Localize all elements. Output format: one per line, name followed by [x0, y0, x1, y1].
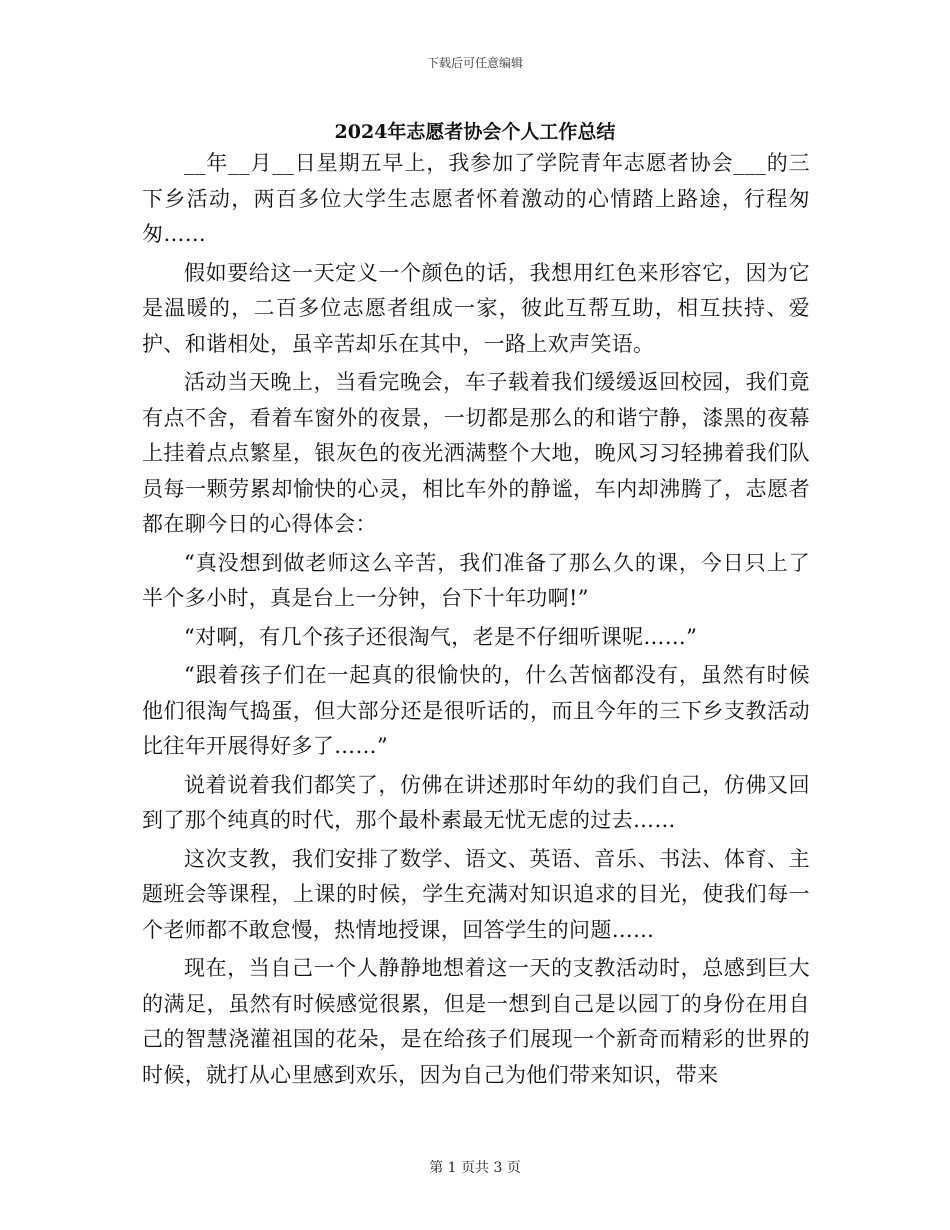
- page-number: 第 1 页共 3 页: [429, 1160, 521, 1176]
- header-note: 下载后可任意编辑: [426, 56, 523, 70]
- paragraph: “对啊，有几个孩子还很淘气，老是不仔细听课呢……”: [184, 624, 698, 649]
- paragraph: “真没想到做老师这么辛苦，我们准备了那么久的课，今日只上了半个多小时，真是台上一分钟，台下十年功啊!”: [142, 550, 810, 610]
- paragraph: 说着说着我们都笑了，仿佛在讲述那时年幼的我们自己，仿佛又回到了那个纯真的时代，那个最朴素最无忧无虑的过去……: [142, 772, 810, 832]
- paragraph: 这次支教，我们安排了数学、语文、英语、音乐、书法、体育、主题班会等课程，上课的时候，学生充满对知识追求的目光，使我们每一个老师都不敢怠慢，热情地授课，回答学生的问题……: [142, 846, 810, 942]
- paragraph: “跟着孩子们在一起真的很愉快的，什么苦恼都没有，虽然有时候他们很淘气捣蛋，但大部分还是很听话的，而且今年的三下乡支教活动比往年开展得好多了……”: [142, 663, 810, 758]
- paragraph: 假如要给这一天定义一个颜色的话，我想用红色来形容它，因为它是温暖的，二百多位志愿者组成一家，彼此互帮互助，相互扶持、爱护、和谐相处，虽辛苦却乐在其中，一路上欢声笑语。: [142, 260, 810, 356]
- document-title: 2024年志愿者协会个人工作总结: [334, 121, 616, 143]
- paragraph: __年__月__日星期五早上，我参加了学院青年志愿者协会___的三下乡活动，两百多位大学生志愿者怀着激动的心情踏上路途，行程匆匆……: [142, 151, 810, 246]
- document-body: [142, 146, 810, 1096]
- paragraph: 现在，当自己一个人静静地想着这一天的支教活动时，总感到巨大的满足，虽然有时候感觉很累，但是一想到自己是以园丁的身份在用自己的智慧浇灌祖国的花朵，是在给孩子们展现一个新奇而精彩的世界的时候，就打从心里感到欢乐，因为自己为他们带来知识，带来: [142, 956, 810, 1087]
- paragraph: 活动当天晚上，当看完晚会，车子载着我们缓缓返回校园，我们竟有点不舍，看着车窗外的夜景，一切都是那么的和谐宁静，漆黑的夜幕上挂着点点繁星，银灰色的夜光洒满整个大地，晚风习习轻拂着我们队员每一颗劳累却愉快的心灵，相比车外的静谧，车内却沸腾了，志愿者都在聊今日的心得体会：: [142, 370, 810, 536]
